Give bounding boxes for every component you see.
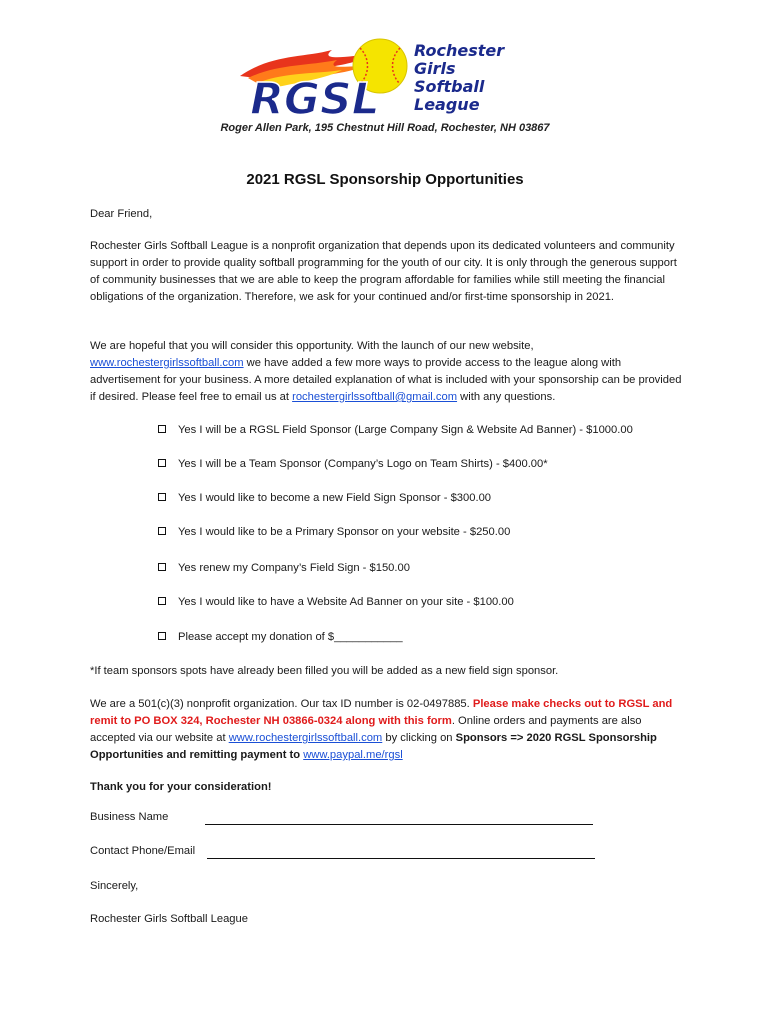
- para3-text-2: . Online orders and payments are also accepted via our website at: [90, 715, 642, 744]
- contact-label: Contact Phone/Email: [90, 845, 196, 857]
- website-paragraph: [90, 338, 685, 406]
- address-line: Roger Allen Park, 195 Chestnut Hill Road, Rochester, NH 03867: [220, 122, 550, 134]
- checkbox-icon[interactable]: [158, 563, 166, 571]
- intro-paragraph: Rochester Girls Softball League is a nonprofit organization that depends upon its dedicated volunteers and community support in order to provide quality softball programming for the youth of our city. It is only through the generous support of community businesses that we are able to keep the program affordable for families while still meeting the financial obligations of the organization. Therefore, we ask for your continued and/or first-time sponsorship in 2021.: [90, 240, 677, 303]
- option-label: Yes I would like to be a Primary Sponsor on your website - $250.00: [178, 526, 511, 538]
- checkbox-icon[interactable]: [158, 425, 166, 433]
- email-link[interactable]: rochestergirlssoftball@gmail.com: [292, 391, 458, 403]
- para2-text-1: We are hopeful that you will consider this opportunity. With the launch of our new website,: [90, 340, 534, 352]
- logo-line-4: League: [414, 95, 480, 114]
- checkbox-icon[interactable]: [158, 493, 166, 501]
- option-team-sponsor[interactable]: [158, 455, 548, 473]
- checkbox-icon[interactable]: [158, 459, 166, 467]
- checkbox-icon[interactable]: [158, 597, 166, 605]
- logo-line-2: Girls: [414, 59, 456, 78]
- nonprofit-paragraph: [90, 696, 685, 764]
- para3-text-3: by clicking on: [382, 732, 456, 744]
- logo-line-3: Softball: [414, 77, 485, 96]
- option-label: Yes renew my Company’s Field Sign - $150.00: [178, 562, 410, 574]
- para2-text-3: with any questions.: [457, 391, 556, 403]
- option-label: Yes I will be a Team Sponsor (Company’s Logo on Team Shirts) - $400.00*: [178, 458, 548, 470]
- logo-rgsl-text: RGSL: [250, 74, 380, 120]
- option-renew-field-sign[interactable]: [158, 559, 410, 577]
- option-ad-banner[interactable]: [158, 593, 514, 611]
- para3-text-1: We are a 501(c)(3) nonprofit organization. Our tax ID number is 02-0497885.: [90, 698, 473, 710]
- thanks-line: Thank you for your consideration!: [90, 781, 272, 793]
- logo-line-1: Rochester: [414, 41, 505, 60]
- checkbox-icon[interactable]: [158, 632, 166, 640]
- page-title: 2021 RGSL Sponsorship Opportunities: [246, 171, 524, 188]
- paypal-link[interactable]: www.paypal.me/rgsl: [303, 749, 403, 761]
- checkbox-icon[interactable]: [158, 527, 166, 535]
- option-donation[interactable]: [158, 628, 403, 646]
- para2-text-2: we have added a few more ways to provide access to the league along with advertisement for your business. A more detailed explanation of what is included with your sponsorship can be provided if desired. Please feel free to email us at: [90, 357, 682, 403]
- rgsl-logo: [232, 36, 532, 120]
- option-label: Yes I would like to become a new Field Sign Sponsor - $300.00: [178, 492, 492, 504]
- business-name-label: Business Name: [90, 811, 169, 823]
- team-sponsor-note: *If team sponsors spots have already been filled you will be added as a new field sign sponsor.: [90, 665, 559, 677]
- sponsors-path: Sponsors => 2020 RGSL Sponsorship Opportunities and remitting payment to: [90, 732, 657, 761]
- option-new-field-sign[interactable]: [158, 489, 491, 507]
- website-link[interactable]: www.rochestergirlssoftball.com: [90, 357, 244, 369]
- website-link[interactable]: www.rochestergirlssoftball.com: [228, 732, 383, 744]
- option-label: Yes I would like to have a Website Ad Banner on your site - $100.00: [178, 596, 514, 608]
- greeting: Dear Friend,: [90, 208, 153, 220]
- option-label: Please accept my donation of $___________: [178, 631, 403, 643]
- option-field-sponsor[interactable]: [158, 421, 633, 439]
- signoff: Rochester Girls Softball League: [90, 913, 248, 925]
- check-instructions: Please make checks out to RGSL and remit to PO BOX 324, Rochester NH 03866-0324 along with this form: [90, 698, 673, 727]
- business-name-field[interactable]: [205, 824, 593, 825]
- contact-field[interactable]: [207, 858, 595, 859]
- sincerely: Sincerely,: [90, 880, 139, 892]
- option-label: Yes I will be a RGSL Field Sponsor (Large Company Sign & Website Ad Banner) - $1000.00: [178, 424, 633, 436]
- option-primary-sponsor[interactable]: [158, 523, 510, 541]
